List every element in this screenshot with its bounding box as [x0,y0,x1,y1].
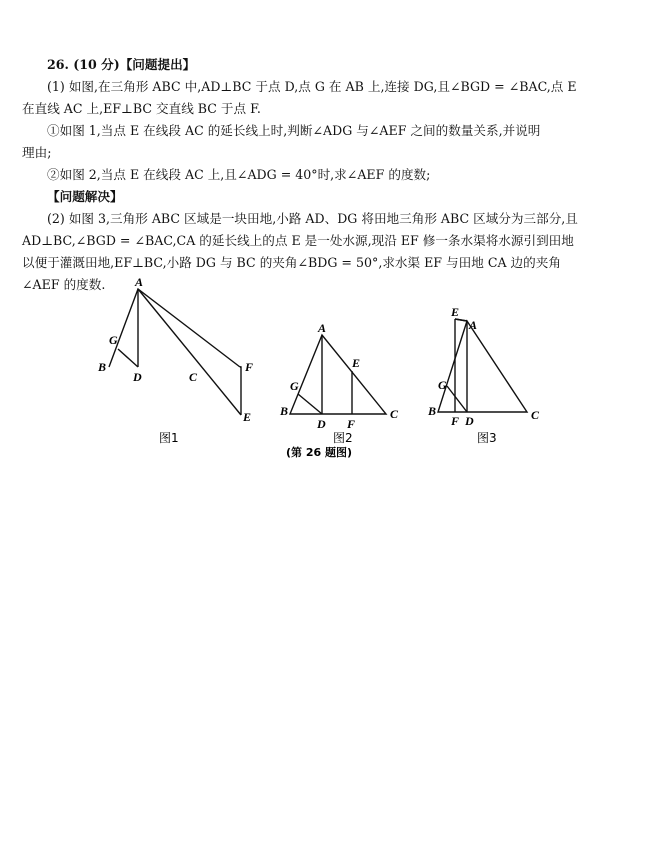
geometry-figures [90,276,560,466]
figures-area [90,276,560,466]
fig1-segment-CFE [240,367,241,415]
fig1-triangle [109,289,240,367]
fig3-label-G: G [438,378,447,392]
fig3-caption: 图3 [477,431,497,445]
fig3-segment-DG [447,386,467,412]
fig2-label-G: G [290,379,299,393]
part2-line2: AD⊥BC,∠BGD = ∠BAC,CA 的延长线上的点 E 是一处水源,现沿 EF 修一条水渠将水源引到田地 [22,233,574,248]
figures-group-caption: (第 26 题图) [286,446,353,459]
fig1-caption: 图1 [159,431,179,445]
fig3-label-B: B [428,404,437,418]
fig3-label-D: D [465,414,474,428]
fig2-label-D: D [317,417,326,431]
fig2-segment-DG [298,394,322,414]
fig3-label-E: E [451,305,460,319]
section-problem-solving: 【问题解决】 [47,189,123,204]
fig2-label-C: C [390,407,399,421]
fig1-label-D: D [133,370,142,384]
part2-line4: ∠AEF 的度数. [22,277,106,292]
part1-line2: 在直线 AC 上,EF⊥BC 交直线 BC 于点 F. [22,101,261,116]
fig1-line-AE [138,289,241,415]
fig1-label-B: B [98,360,107,374]
fig1-label-E: E [243,410,252,424]
fig2-caption: 图2 [333,431,353,445]
fig1-label-G: G [109,333,118,347]
problem-header: 26. (10 分)【问题提出】 [47,57,196,72]
part2-line3: 以便于灌溉田地,EF⊥BC,小路 DG 与 BC 的夹角∠BDG = 50°,求水渠 EF 与田地 CA 边的夹角 [22,255,561,270]
question1-line2: 理由; [22,145,52,160]
fig2-label-E: E [352,356,361,370]
fig2-label-F: F [347,417,356,431]
question1-line1: ①如图 1,当点 E 在线段 AC 的延长线上时,判断∠ADG 与∠AEF 之间的数量关系,并说明 [47,123,541,138]
fig1-segment-DG [118,349,138,367]
question2-line1: ②如图 2,当点 E 在线段 AC 上,且∠ADG = 40°时,求∠AEF 的度数; [47,167,431,182]
part1-line1: (1) 如图,在三角形 ABC 中,AD⊥BC 于点 D,点 G 在 AB 上,连接 DG,且∠BGD = ∠BAC,点 E [47,79,577,94]
fig1-label-F: F [245,360,254,374]
fig1-label-A: A [135,276,144,289]
fig3-label-A: A [469,318,478,332]
fig3-triangle [438,321,527,412]
part2-line1: (2) 如图 3,三角形 ABC 区域是一块田地,小路 AD、DG 将田地三角形 ABC 区域分为三部分,且 [47,211,578,226]
fig3-label-C: C [531,408,540,422]
fig2-triangle [290,335,386,414]
fig3-line-EA [455,319,467,321]
fig1-label-C: C [189,370,198,384]
fig2-label-A: A [318,321,327,335]
fig3-label-F: F [451,414,460,428]
problem-text [22,54,622,296]
fig2-label-B: B [280,404,289,418]
